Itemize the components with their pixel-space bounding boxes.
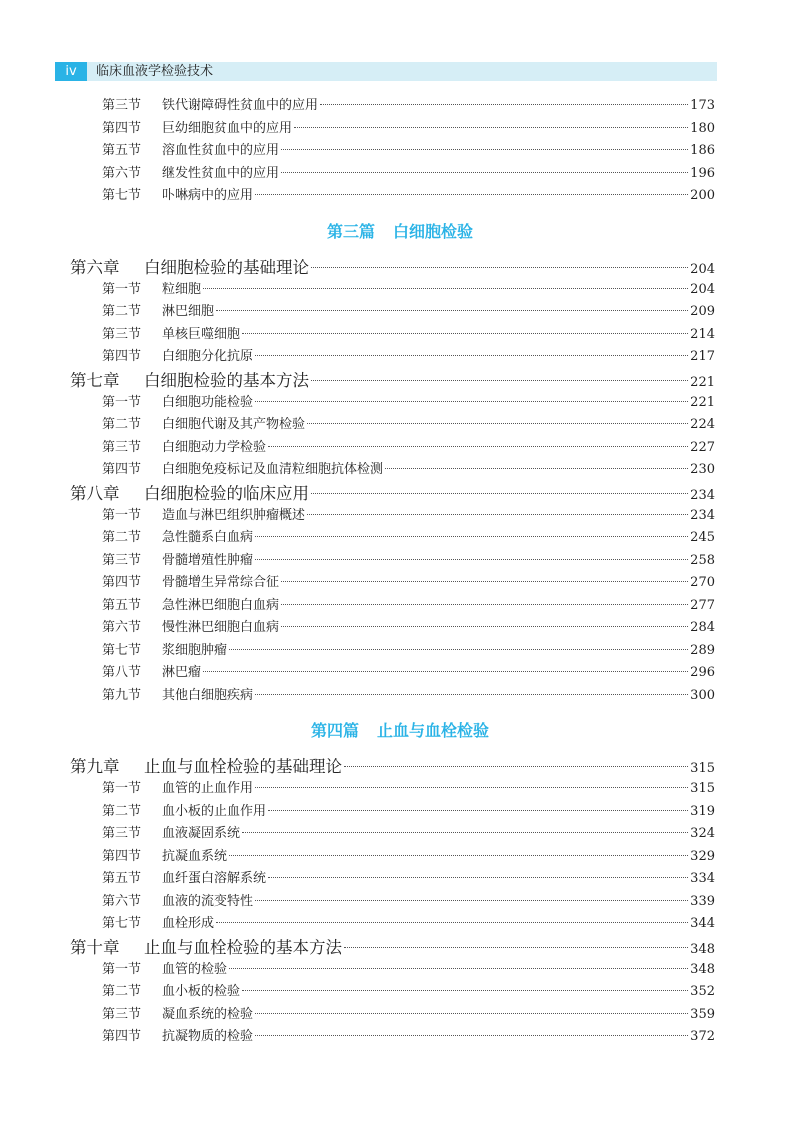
- dot-leader: [229, 855, 688, 856]
- dot-leader: [242, 333, 688, 334]
- entry-number: 第一节: [102, 394, 142, 410]
- entry-page-number: 372: [690, 1029, 715, 1044]
- dot-leader: [281, 581, 688, 582]
- entry-number: 第三节: [102, 439, 142, 455]
- entry-page-number: 196: [690, 165, 715, 181]
- entry-title: 白细胞功能检验: [162, 394, 254, 410]
- entry-page-number: 230: [690, 462, 715, 477]
- entry-title: 白细胞分化抗原: [162, 349, 254, 364]
- dot-leader: [320, 104, 688, 105]
- entry-title: 单核巨噬细胞: [162, 326, 241, 342]
- entry-number: 第二节: [102, 530, 142, 545]
- toc-section-entry[interactable]: [0, 185, 715, 208]
- dot-leader: [242, 832, 688, 833]
- toc-section-entry[interactable]: [0, 505, 715, 528]
- entry-number: 第四节: [102, 1029, 142, 1044]
- entry-title: 血纤蛋白溶解系统: [162, 871, 267, 886]
- toc-section-entry[interactable]: [0, 640, 715, 663]
- entry-number: 第四节: [102, 575, 142, 590]
- part-heading: [0, 208, 800, 256]
- entry-title: 淋巴细胞: [162, 304, 215, 319]
- entry-page-number: 352: [690, 984, 715, 999]
- entry-title: 淋巴瘤: [162, 665, 202, 680]
- entry-title: 凝血系统的检验: [162, 1006, 254, 1022]
- toc-section-entry[interactable]: [0, 572, 715, 595]
- entry-number: 第二节: [102, 304, 142, 319]
- entry-page-number: 324: [690, 826, 715, 841]
- entry-number: 第六节: [102, 620, 142, 635]
- entry-page-number: 289: [690, 642, 715, 658]
- toc-section-entry[interactable]: [0, 595, 715, 618]
- dot-leader: [307, 514, 688, 515]
- entry-page-number: 296: [690, 665, 715, 680]
- entry-title: 白细胞免疫标记及血清粒细胞抗体检测: [162, 462, 384, 477]
- entry-page-number: 348: [690, 961, 715, 977]
- entry-page-number: 227: [690, 439, 715, 455]
- entry-title: 血管的检验: [162, 961, 228, 977]
- entry-page-number: 204: [690, 281, 715, 297]
- toc-section-entry[interactable]: [0, 617, 715, 640]
- part-number: 第四篇: [310, 721, 359, 740]
- entry-page-number: 186: [690, 143, 715, 158]
- entry-number: 第七节: [102, 188, 142, 203]
- entry-title: 止血与血栓检验的基础理论: [144, 757, 342, 776]
- entry-number: 第四节: [102, 349, 142, 364]
- entry-number: 第九章: [70, 757, 120, 776]
- entry-title: 止血与血栓检验的基本方法: [144, 937, 342, 957]
- dot-leader: [344, 766, 688, 767]
- page-number-badge: iv: [55, 62, 87, 81]
- entry-number: 第二节: [102, 984, 142, 999]
- toc-section-entry[interactable]: [0, 981, 715, 1004]
- toc-section-entry[interactable]: [0, 959, 715, 982]
- entry-number: 第六节: [102, 165, 142, 181]
- dot-leader: [255, 1035, 688, 1036]
- toc-section-entry[interactable]: [0, 140, 715, 163]
- entry-title: 骨髓增生异常综合征: [162, 575, 280, 590]
- entry-number: 第一节: [102, 281, 142, 297]
- entry-page-number: 315: [690, 781, 715, 796]
- entry-number: 第十章: [70, 937, 120, 957]
- entry-number: 第二节: [102, 803, 142, 819]
- dot-leader: [344, 947, 688, 948]
- entry-number: 第六节: [102, 893, 142, 909]
- entry-title: 急性淋巴细胞白血病: [162, 597, 280, 613]
- part-title: 止血与血栓检验: [377, 721, 490, 740]
- entry-title: 继发性贫血中的应用: [162, 165, 280, 181]
- entry-page-number: 245: [690, 530, 715, 545]
- part-number: 第三篇: [326, 221, 375, 241]
- toc-section-entry[interactable]: [0, 301, 715, 324]
- entry-number: 第五节: [102, 597, 142, 613]
- entry-title: 粒细胞: [162, 281, 202, 297]
- toc-section-entry[interactable]: [0, 913, 715, 936]
- entry-page-number: 334: [690, 871, 715, 886]
- dot-leader: [385, 468, 688, 469]
- entry-title: 血小板的检验: [162, 984, 241, 999]
- dot-leader: [311, 493, 688, 494]
- dot-leader: [203, 671, 688, 672]
- entry-page-number: 234: [690, 507, 715, 523]
- entry-title: 慢性淋巴细胞白血病: [162, 620, 280, 635]
- entry-title: 血栓形成: [162, 916, 215, 931]
- dot-leader: [255, 355, 688, 356]
- entry-number: 第七节: [102, 916, 142, 931]
- dot-leader: [229, 968, 688, 969]
- dot-leader: [294, 127, 688, 128]
- entry-page-number: 319: [690, 803, 715, 819]
- dot-leader: [255, 559, 688, 560]
- entry-page-number: 200: [690, 188, 715, 203]
- dot-leader: [281, 172, 688, 173]
- entry-page-number: 270: [690, 575, 715, 590]
- toc-section-entry[interactable]: [0, 1004, 715, 1027]
- entry-title: 血液凝固系统: [162, 826, 241, 841]
- entry-page-number: 221: [690, 374, 715, 390]
- entry-title: 血液的流变特性: [162, 893, 254, 909]
- entry-title: 其他白细胞疾病: [162, 687, 254, 703]
- entry-page-number: 329: [690, 848, 715, 864]
- toc-section-entry[interactable]: [0, 823, 715, 846]
- entry-title: 白细胞检验的基本方法: [144, 370, 309, 390]
- toc-chapter-entry[interactable]: [0, 256, 715, 279]
- toc-section-entry[interactable]: [0, 163, 715, 186]
- entry-title: 抗凝血系统: [162, 848, 228, 864]
- entry-page-number: 315: [690, 761, 715, 776]
- entry-page-number: 300: [690, 687, 715, 703]
- book-title: 临床血液学检验技术: [96, 64, 214, 79]
- entry-title: 血小板的止血作用: [162, 803, 267, 819]
- dot-leader: [255, 194, 688, 195]
- toc-section-entry[interactable]: [0, 801, 715, 824]
- entry-page-number: 339: [690, 893, 715, 909]
- entry-number: 第二节: [102, 417, 142, 432]
- entry-title: 白细胞动力学检验: [162, 439, 267, 455]
- dot-leader: [216, 310, 688, 311]
- toc-section-entry[interactable]: [0, 527, 715, 550]
- entry-number: 第六章: [70, 257, 120, 277]
- entry-number: 第八章: [70, 483, 120, 503]
- dot-leader: [311, 267, 688, 268]
- entry-number: 第一节: [102, 507, 142, 523]
- dot-leader: [255, 536, 688, 537]
- entry-page-number: 277: [690, 597, 715, 613]
- entry-number: 第一节: [102, 781, 142, 796]
- toc-section-entry[interactable]: [0, 685, 715, 708]
- entry-number: 第七章: [70, 370, 120, 390]
- toc-section-entry[interactable]: [0, 95, 715, 118]
- entry-number: 第八节: [102, 665, 142, 680]
- entry-page-number: 359: [690, 1006, 715, 1022]
- entry-number: 第五节: [102, 871, 142, 886]
- dot-leader: [281, 149, 688, 150]
- entry-title: 巨幼细胞贫血中的应用: [162, 120, 293, 136]
- toc-section-entry[interactable]: [0, 437, 715, 460]
- toc-section-entry[interactable]: [0, 324, 715, 347]
- entry-number: 第一节: [102, 961, 142, 977]
- entry-title: 白细胞代谢及其产物检验: [162, 417, 306, 432]
- toc-chapter-entry[interactable]: [0, 755, 715, 778]
- entry-title: 造血与淋巴组织肿瘤概述: [162, 507, 306, 523]
- entry-number: 第三节: [102, 98, 142, 113]
- entry-number: 第四节: [102, 462, 142, 477]
- entry-number: 第三节: [102, 826, 142, 841]
- dot-leader: [255, 694, 688, 695]
- toc-chapter-entry[interactable]: [0, 936, 715, 959]
- entry-title: 铁代谢障碍性贫血中的应用: [162, 98, 319, 113]
- dot-leader: [268, 810, 688, 811]
- toc-section-entry[interactable]: [0, 279, 715, 302]
- entry-page-number: 224: [690, 417, 715, 432]
- entry-title: 卟啉病中的应用: [162, 188, 254, 203]
- part-title: 白细胞检验: [393, 221, 474, 241]
- toc-section-entry[interactable]: [0, 118, 715, 141]
- dot-leader: [229, 649, 688, 650]
- entry-title: 骨髓增殖性肿瘤: [162, 552, 254, 568]
- toc-section-entry[interactable]: [0, 392, 715, 415]
- toc-section-entry[interactable]: [0, 459, 715, 482]
- entry-title: 白细胞检验的临床应用: [144, 483, 309, 503]
- entry-page-number: 217: [690, 349, 715, 364]
- entry-number: 第七节: [102, 642, 142, 658]
- entry-page-number: 204: [690, 261, 715, 277]
- toc-section-entry[interactable]: [0, 550, 715, 573]
- dot-leader: [203, 288, 688, 289]
- entry-number: 第三节: [102, 326, 142, 342]
- entry-page-number: 221: [690, 394, 715, 410]
- dot-leader: [281, 626, 688, 627]
- toc-section-entry[interactable]: [0, 414, 715, 437]
- toc-section-entry[interactable]: [0, 346, 715, 369]
- dot-leader: [268, 446, 688, 447]
- entry-title: 抗凝物质的检验: [162, 1029, 254, 1044]
- entry-number: 第九节: [102, 687, 142, 703]
- dot-leader: [307, 423, 688, 424]
- dot-leader: [242, 990, 688, 991]
- entry-title: 急性髓系白血病: [162, 530, 254, 545]
- entry-number: 第四节: [102, 120, 142, 136]
- dot-leader: [216, 922, 688, 923]
- dot-leader: [311, 380, 688, 381]
- entry-page-number: 344: [690, 916, 715, 931]
- entry-page-number: 173: [690, 98, 715, 113]
- entry-page-number: 209: [690, 304, 715, 319]
- entry-title: 血管的止血作用: [162, 781, 254, 796]
- entry-page-number: 284: [690, 620, 715, 635]
- entry-title: 溶血性贫血中的应用: [162, 143, 280, 158]
- entry-page-number: 258: [690, 552, 715, 568]
- entry-page-number: 214: [690, 326, 715, 342]
- entry-title: 浆细胞肿瘤: [162, 642, 228, 658]
- entry-number: 第四节: [102, 848, 142, 864]
- table-of-contents: [0, 95, 800, 1049]
- toc-section-entry[interactable]: [0, 1026, 715, 1049]
- entry-title: 白细胞检验的基础理论: [144, 257, 309, 277]
- dot-leader: [255, 787, 688, 788]
- entry-page-number: 180: [690, 120, 715, 136]
- entry-page-number: 234: [690, 487, 715, 503]
- entry-number: 第五节: [102, 143, 142, 158]
- dot-leader: [255, 900, 688, 901]
- part-heading: [0, 707, 800, 755]
- dot-leader: [255, 401, 688, 402]
- entry-number: 第三节: [102, 552, 142, 568]
- entry-page-number: 348: [690, 941, 715, 957]
- dot-leader: [255, 1013, 688, 1014]
- toc-chapter-entry[interactable]: [0, 482, 715, 505]
- toc-section-entry[interactable]: [0, 778, 715, 801]
- toc-section-entry[interactable]: [0, 868, 715, 891]
- entry-number: 第三节: [102, 1006, 142, 1022]
- toc-section-entry[interactable]: [0, 891, 715, 914]
- toc-chapter-entry[interactable]: [0, 369, 715, 392]
- toc-section-entry[interactable]: [0, 662, 715, 685]
- toc-section-entry[interactable]: [0, 846, 715, 869]
- dot-leader: [268, 877, 688, 878]
- dot-leader: [281, 604, 688, 605]
